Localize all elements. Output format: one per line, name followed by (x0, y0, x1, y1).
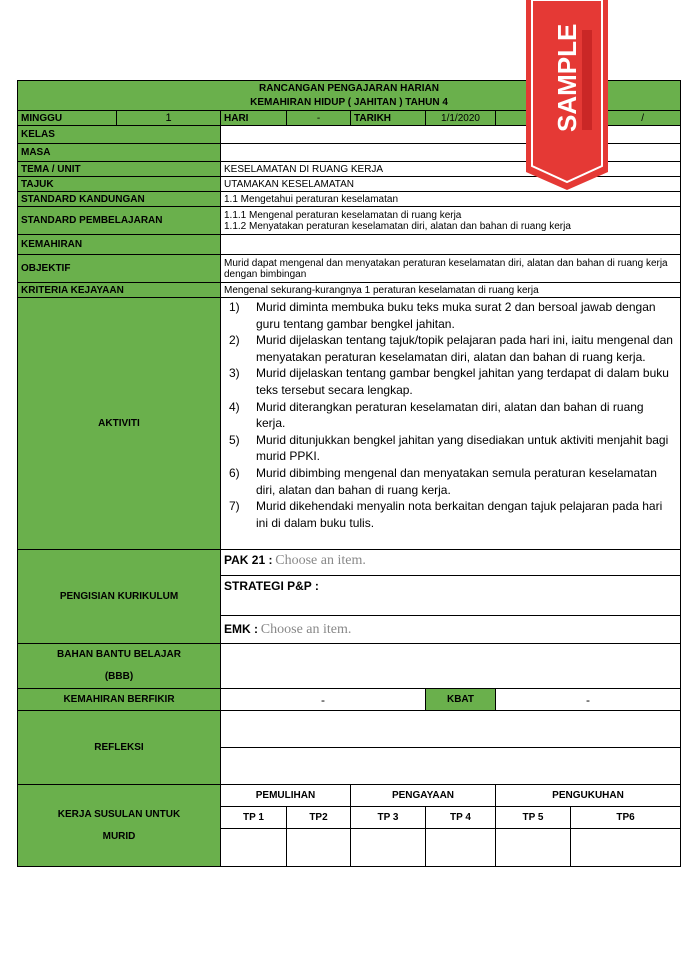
aktiviti-item-text: Murid dijelaskan tentang gambar bengkel jahitan yang terdapat di dalam buku teks tersebut secara lengkap. (256, 366, 669, 397)
tp5-cell (496, 829, 571, 867)
hari-value: - (287, 111, 351, 126)
kemahiran-label: KEMAHIRAN (18, 235, 221, 255)
header-subtitle: KEMAHIRAN HIDUP ( JAHITAN ) TAHUN 4 (250, 96, 448, 108)
kelas-label: KELAS (18, 126, 221, 144)
aktiviti-item (229, 432, 675, 465)
tema-value: KESELAMATAN DI RUANG KERJA (221, 162, 681, 177)
pak21-label: PAK 21 : (224, 553, 273, 567)
aktiviti-item-text: Murid dikehendaki menyalin nota berkaitan dengan tajuk pelajaran pada hari ini di dalam buku tulis. (256, 499, 663, 530)
aktiviti-item-number: 7) (229, 499, 240, 514)
aktiviti-item-number: 1) (229, 300, 240, 314)
kerja-susulan-line1: KERJA SUSULAN UNTUK (57, 808, 181, 820)
strategi-cell (221, 576, 681, 616)
kemahiran-berfikir-value: - (221, 689, 426, 711)
pemulihan-header: PEMULIHAN (221, 785, 351, 807)
objektif-value: Murid dapat mengenal dan menyatakan peraturan keselamatan diri, alatan dan bahan di ruang kerja dengan bimbingan (221, 255, 681, 283)
emk-dropdown[interactable]: Choose an item. (260, 621, 352, 637)
hari-label: HARI (221, 111, 287, 126)
info-hidden-value: / (571, 111, 681, 126)
aktiviti-item-text: Murid diminta membuka buku teks muka surat 2 dan bersoal jawab dengan guru tentang gambar bengkel jahitan. (256, 300, 656, 331)
aktiviti-item-number: 3) (229, 366, 240, 381)
kemahiran-value (221, 235, 681, 255)
standard-kandungan-value: 1.1 Mengetahui peraturan keselamatan (221, 192, 681, 207)
aktiviti-item-number: 6) (229, 465, 240, 480)
aktiviti-item (229, 465, 675, 498)
minggu-label: MINGGU (18, 111, 117, 126)
kelas-value (221, 126, 681, 144)
tp1-cell (221, 829, 287, 867)
aktiviti-item-text: Murid diterangkan peraturan keselamatan diri, alatan dan bahan di ruang kerja. (256, 399, 644, 431)
kriteria-value: Mengenal sekurang-kurangnya 1 peraturan keselamatan di ruang kerja (221, 283, 681, 298)
tarikh-value: 1/1/2020 (426, 111, 496, 126)
kbat-label: KBAT (426, 689, 496, 711)
tajuk-value: UTAMAKAN KESELAMATAN (221, 177, 681, 192)
sp-item-1: 1.1.1 Mengenal peraturan keselamatan di ruang kerja (224, 209, 462, 221)
pak21-dropdown[interactable]: Choose an item. (275, 553, 366, 568)
refleksi-value-1 (221, 711, 681, 748)
aktiviti-label: AKTIVITI (18, 298, 221, 550)
bbb-label (18, 644, 221, 689)
objektif-label: OBJEKTIF (18, 255, 221, 283)
pak21-cell (221, 550, 681, 576)
tema-label: TEMA / UNIT (18, 162, 221, 177)
emk-cell (221, 616, 681, 644)
aktiviti-item-text: Murid dijelaskan tentang tajuk/topik pelajaran pada hari ini, iaitu mengenal dan menyatakan peraturan keselamatan diri, alatan dan bahan di ruang kerja. (256, 333, 673, 364)
pengayaan-header: PENGAYAAN (351, 785, 496, 807)
aktiviti-item (229, 498, 675, 531)
lesson-plan-table (17, 80, 681, 867)
standard-pembelajaran-label: STANDARD PEMBELAJARAN (18, 207, 221, 235)
tp6-header: TP6 (571, 807, 681, 829)
aktiviti-item-number: 5) (229, 432, 240, 447)
kemahiran-berfikir-label: KEMAHIRAN BERFIKIR (18, 689, 221, 711)
pengukuhan-header: PENGUKUHAN (496, 785, 681, 807)
sample-ribbon-stamp (526, 0, 608, 190)
bbb-label-line2: (BBB) (104, 671, 134, 682)
standard-kandungan-label: STANDARD KANDUNGAN (18, 192, 221, 207)
lesson-plan-sheet (17, 80, 680, 867)
tp4-cell (426, 829, 496, 867)
kriteria-label: KRITERIA KEJAYAAN (18, 283, 221, 298)
aktiviti-item-text: Murid ditunjukkan bengkel jahitan yang disediakan untuk aktiviti menjahit bagi murid PPKI. (256, 432, 669, 464)
aktiviti-item-number: 2) (229, 333, 240, 348)
tp2-header: TP2 (287, 807, 351, 829)
aktiviti-item (229, 332, 675, 365)
tp3-header: TP 3 (351, 807, 426, 829)
minggu-value: 1 (117, 111, 221, 126)
aktiviti-content (221, 298, 681, 550)
strategi-label: STRATEGI P&P : (224, 579, 319, 593)
pengisian-kurikulum-label: PENGISIAN KURIKULUM (18, 550, 221, 644)
aktiviti-item (229, 399, 675, 432)
aktiviti-list (229, 299, 675, 531)
emk-label: EMK : (224, 621, 258, 636)
tp3-cell (351, 829, 426, 867)
refleksi-label: REFLEKSI (18, 711, 221, 785)
masa-label: MASA (18, 144, 221, 162)
masa-value (221, 144, 681, 162)
kbat-value: - (496, 689, 681, 711)
bbb-value (221, 644, 681, 689)
header-title: RANCANGAN PENGAJARAN HARIAN (259, 82, 440, 94)
tp4-header: TP 4 (426, 807, 496, 829)
sample-stamp-text: SAMPLE (552, 23, 582, 132)
aktiviti-item-text: Murid dibimbing mengenal dan menyatakan semula peraturan keselamatan diri, alatan dan bahan di ruang kerja. (256, 465, 657, 497)
tp1-header: TP 1 (221, 807, 287, 829)
refleksi-value-2 (221, 748, 681, 785)
sp-item-2: 1.1.2 Menyatakan peraturan keselamatan diri, alatan dan bahan di ruang kerja (224, 220, 571, 232)
kerja-susulan-line2: MURID (102, 830, 136, 842)
tarikh-label: TARIKH (351, 111, 426, 126)
tp2-cell (287, 829, 351, 867)
standard-pembelajaran-value (221, 207, 681, 235)
tp6-cell (571, 829, 681, 867)
kerja-susulan-label (18, 785, 221, 867)
aktiviti-item (229, 299, 675, 332)
tp5-header: TP 5 (496, 807, 571, 829)
bbb-label-line1: BAHAN BANTU BELAJAR (57, 649, 181, 660)
tajuk-label: TAJUK (18, 177, 221, 192)
aktiviti-item (229, 365, 675, 398)
aktiviti-item-number: 4) (229, 399, 240, 414)
